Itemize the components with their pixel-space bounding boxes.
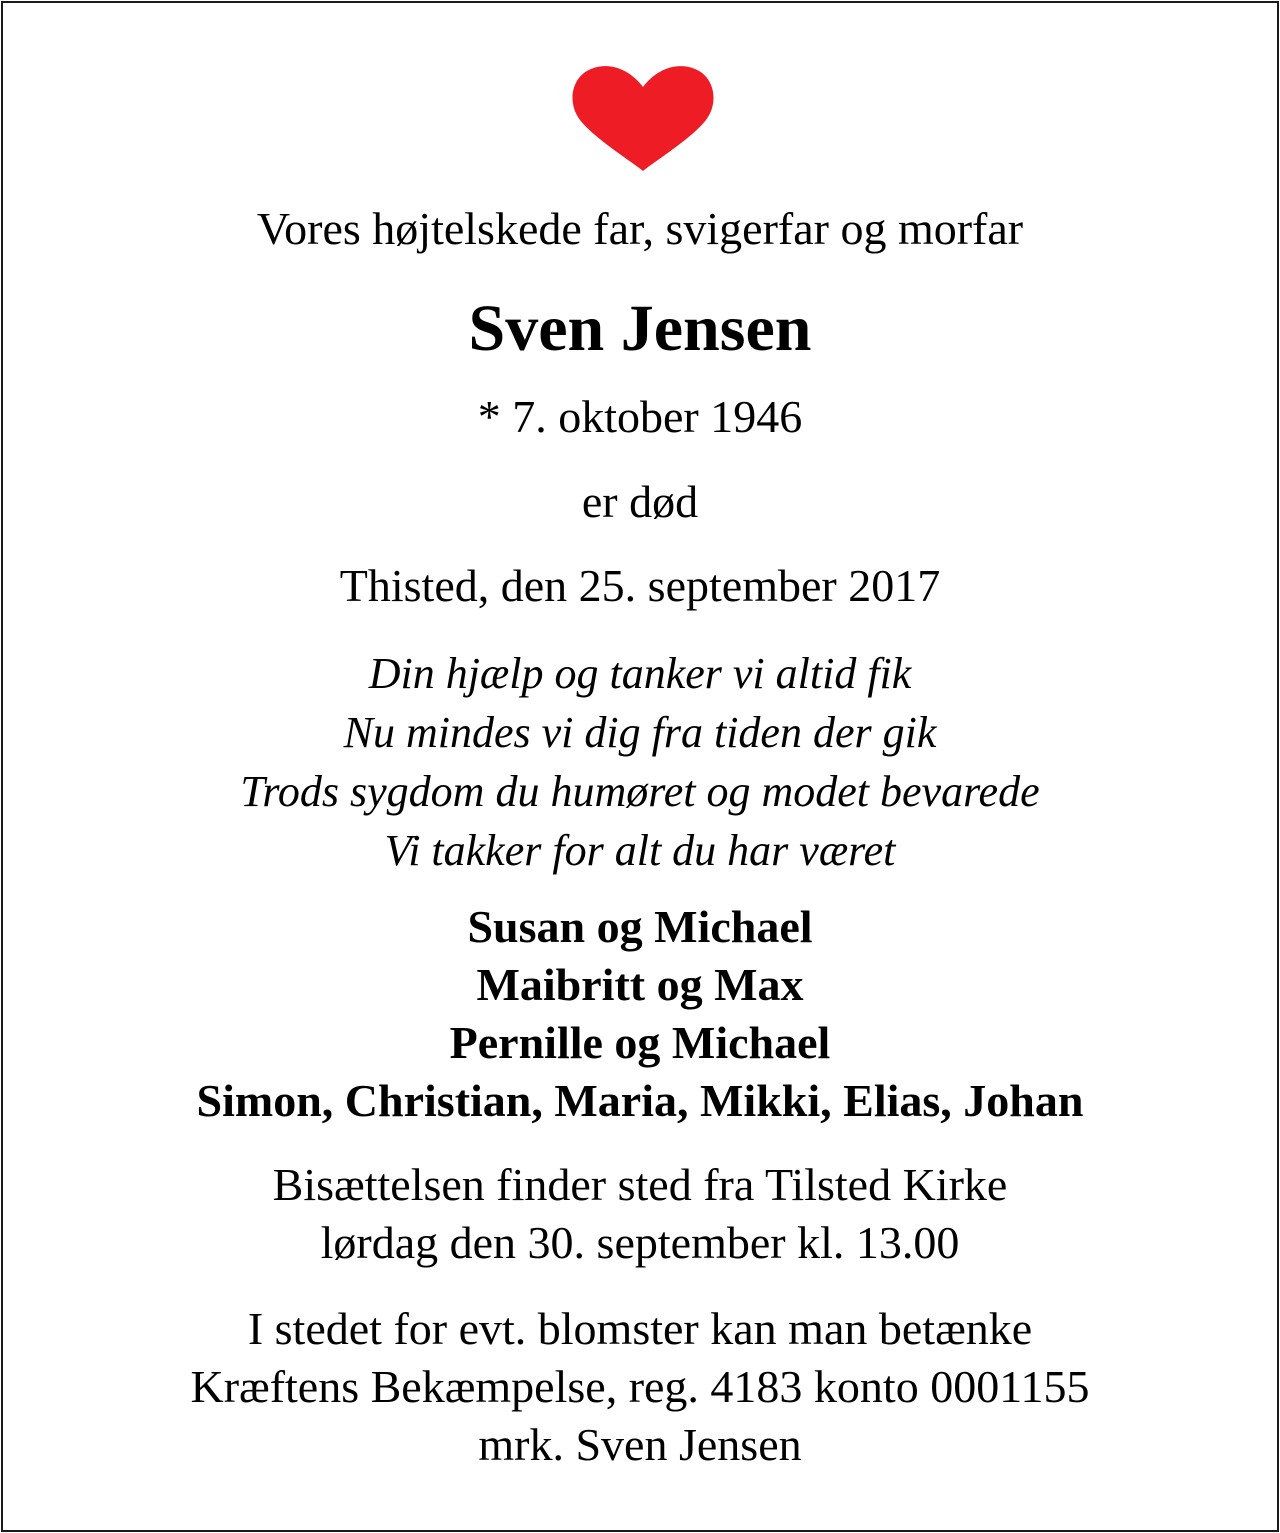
intro-text: Vores højtelskede far, svigerfar og morfar bbox=[256, 203, 1024, 254]
verse-line: Trods sygdom du humøret og modet bevarede bbox=[240, 767, 1040, 816]
funeral-line: lørdag den 30. september kl. 13.00 bbox=[320, 1217, 960, 1268]
deceased-name: Sven Jensen bbox=[468, 292, 812, 365]
funeral-line: Bisættelsen finder sted fra Tilsted Kirke bbox=[272, 1159, 1008, 1210]
funeral-details bbox=[3, 1156, 1277, 1272]
memorial-verse bbox=[3, 644, 1277, 880]
donation-line: I stedet for evt. blomster kan man betænke bbox=[247, 1303, 1033, 1354]
verse-line: Nu mindes vi dig fra tiden der gik bbox=[343, 708, 937, 757]
obituary-notice bbox=[1, 1, 1279, 1532]
family-line: Pernille og Michael bbox=[449, 1017, 831, 1068]
family-signatures bbox=[3, 898, 1277, 1130]
donation-note bbox=[3, 1300, 1277, 1474]
family-line: Maibritt og Max bbox=[476, 959, 804, 1010]
heart-shape bbox=[572, 66, 713, 171]
verse-line: Vi takker for alt du har været bbox=[384, 826, 896, 875]
donation-line: Kræftens Bekæmpelse, reg. 4183 konto 0001155 bbox=[190, 1361, 1090, 1412]
death-statement: er død bbox=[581, 476, 699, 527]
family-line: Susan og Michael bbox=[467, 901, 813, 952]
birth-date: * 7. oktober 1946 bbox=[477, 391, 803, 442]
place-and-date: Thisted, den 25. september 2017 bbox=[339, 560, 941, 611]
donation-line: mrk. Sven Jensen bbox=[478, 1419, 802, 1470]
family-line: Simon, Christian, Maria, Mikki, Elias, Johan bbox=[196, 1075, 1084, 1126]
heart-icon bbox=[571, 65, 715, 173]
verse-line: Din hjælp og tanker vi altid fik bbox=[368, 649, 912, 698]
